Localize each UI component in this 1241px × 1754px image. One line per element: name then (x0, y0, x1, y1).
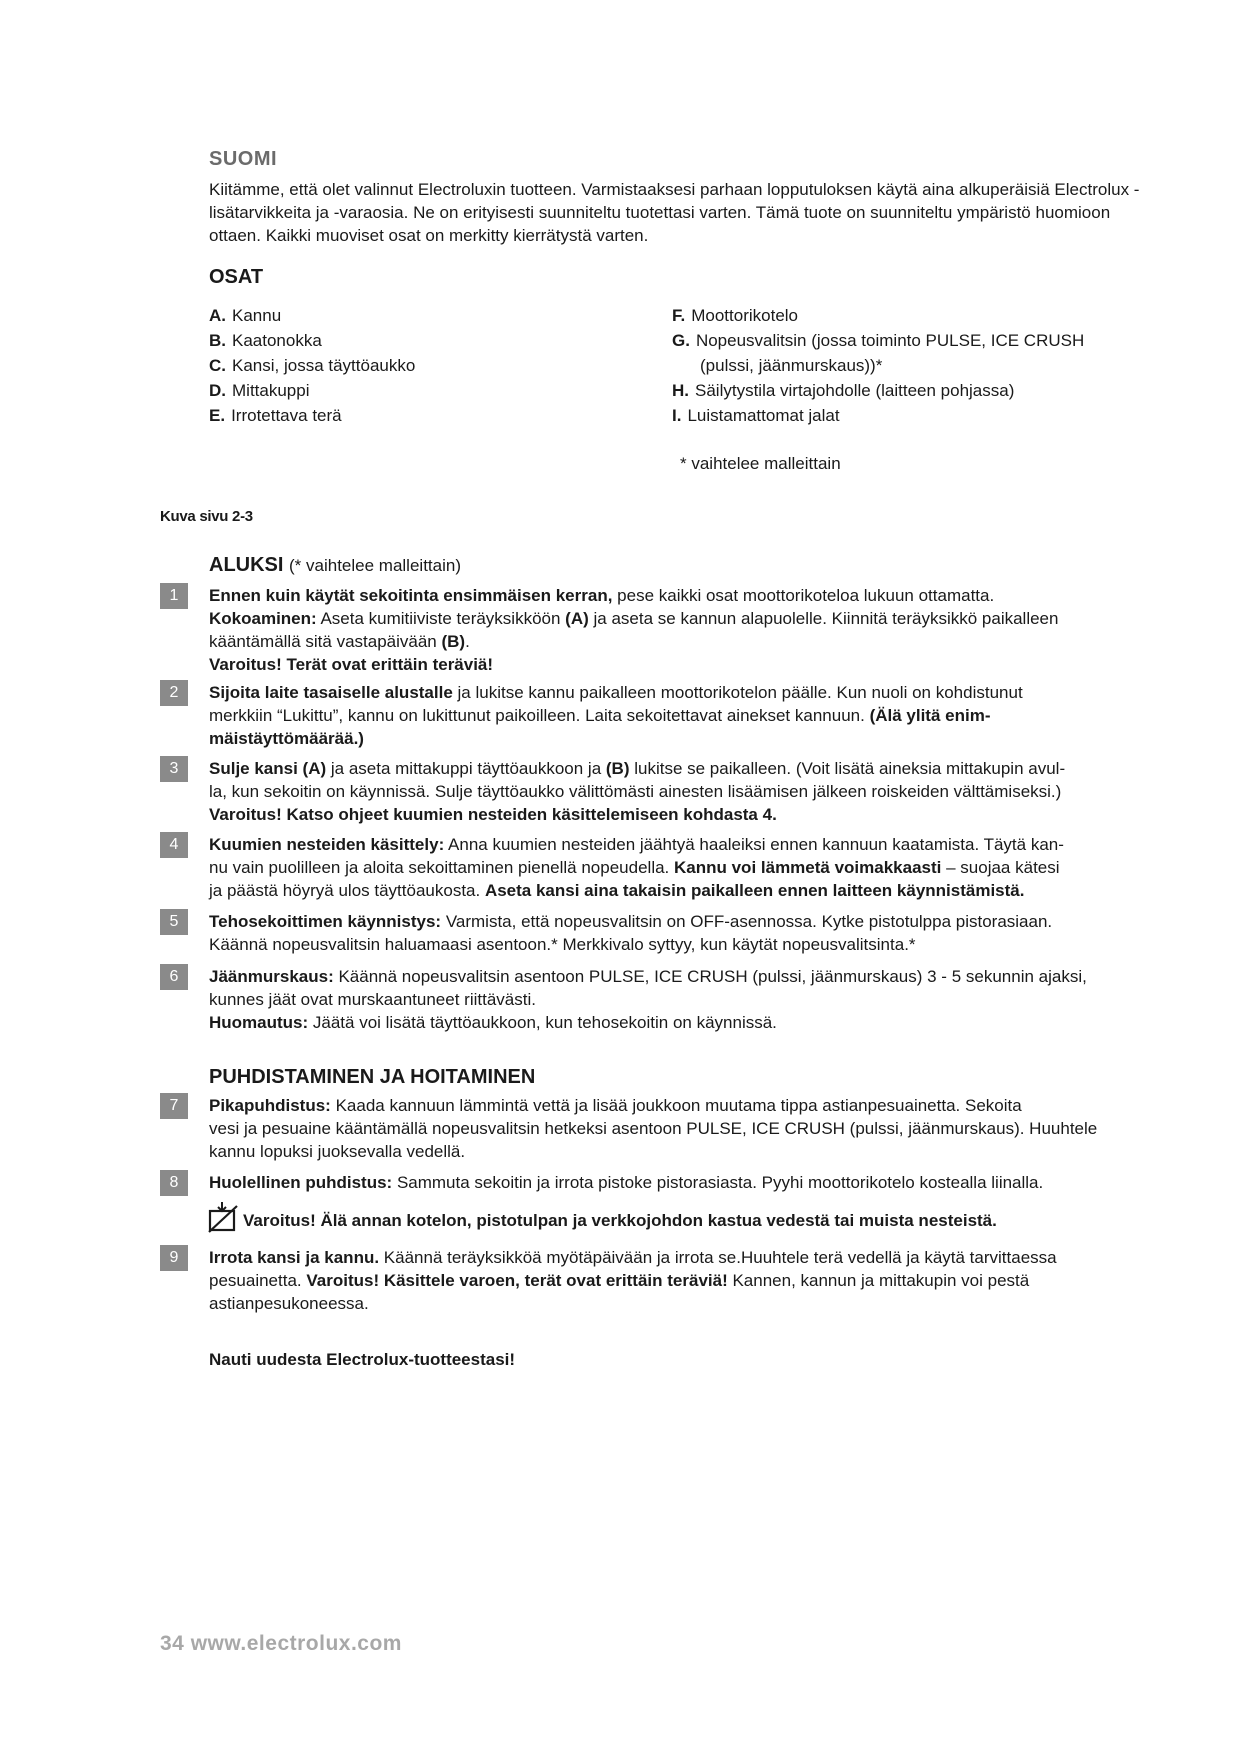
part-label: E. (209, 406, 226, 425)
varies-note: * vaihtelee malleittain (680, 454, 841, 473)
part-label: I. (672, 406, 682, 425)
step-span: Kaada kannuun lämmintä vettä ja lisää joukkoon muutama tippa astianpesuainetta. Sekoita (330, 1096, 1022, 1115)
step-bold: Pikapuhdistus: (209, 1096, 331, 1115)
cleaning-title: PUHDISTAMINEN JA HOITAMINEN (209, 1066, 536, 1088)
part-label: F. (672, 306, 686, 325)
part-item (672, 404, 1142, 429)
step-bold: Ennen kuin käytät sekoitinta ensimmäisen kerran, (209, 586, 613, 605)
step-span: Aseta kumitiiviste teräyksikköön (316, 609, 566, 628)
part-text: Irrotettava terä (231, 406, 342, 425)
step-number: 2 (160, 680, 188, 706)
part-item (209, 329, 649, 354)
step-bold: Kokoaminen: (209, 609, 317, 628)
step-span: kääntämällä sitä vastapäivään (209, 632, 442, 651)
step-span: astianpesukoneessa. (209, 1294, 369, 1313)
step-bold: (A) (297, 759, 327, 778)
step-number: 5 (160, 909, 188, 935)
step-bold: Kannu voi lämmetä voimakkaasti (674, 858, 942, 877)
parts-list-left (209, 304, 649, 429)
step-span: Sammuta sekoitin ja irrota pistoke pistorasiasta. Pyyhi moottorikotelo kostealla liinalla. (392, 1173, 1044, 1192)
step-bold: mäistäyttömäärää.) (209, 729, 364, 748)
page-footer: 34 www.electrolux.com (160, 1632, 402, 1655)
aluksi-heading: ALUKSI (209, 554, 284, 576)
step-bold: (Älä ylitä enim- (869, 706, 991, 725)
step-4-text (209, 833, 1129, 902)
step-span: Anna kuumien nesteiden jäähtyä haaleiksi ennen kannuun kaatamista. Täytä kan- (444, 835, 1064, 854)
step-span: merkkiin “Lukittu”, kannu on lukittunut paikoilleen. Laita sekoitettavat ainekset kannuun. (209, 706, 870, 725)
part-item (672, 379, 1142, 404)
step-span: pese kaikki osat moottorikoteloa lukuun ottamatta. (612, 586, 995, 605)
step-span: Kannen, kannun ja mittakupin voi pestä (727, 1271, 1030, 1290)
step-bold: Varoitus! Terät ovat erittäin teräviä! (209, 655, 494, 674)
part-item (209, 404, 649, 429)
closing-text: Nauti uudesta Electrolux-tuotteestasi! (209, 1350, 516, 1369)
no-water-immersion-icon (207, 1201, 239, 1233)
part-item (672, 304, 1142, 329)
part-text: Nopeusvalitsin (jossa toiminto PULSE, ICE CRUSH (695, 331, 1085, 350)
part-text: Kaatonokka (232, 331, 322, 350)
step-span: Käännä nopeusvalitsin haluamaasi asentoon.* Merkkivalo syttyy, kun käytät nopeusvalitsinta.* (209, 935, 916, 954)
step-span: Varmista, että nopeusvalitsin on OFF-asennossa. Kytke pistotulppa pistorasiaan. (441, 912, 1053, 931)
figure-reference: Kuva sivu 2-3 (160, 508, 253, 525)
part-text: Kannu (232, 306, 282, 325)
step-span: nu vain puolilleen ja aloita sekoittaminen pienellä nopeudella. (209, 858, 674, 877)
part-text: Moottorikotelo (691, 306, 799, 325)
step-bold: Varoitus! Käsittele varoen, terät ovat erittäin teräviä! (306, 1271, 728, 1290)
part-label: B. (209, 331, 226, 350)
step-8-warning (243, 1209, 997, 1232)
step-bold: (B) (441, 632, 466, 651)
step-3-text (209, 757, 1129, 826)
step-span: Käännä nopeusvalitsin asentoon PULSE, ICE CRUSH (pulssi, jäänmurskaus) 3 - 5 sekunnin ajaksi, (333, 967, 1087, 986)
part-item (209, 304, 649, 329)
step-bold: Sijoita laite tasaiselle alustalle (209, 683, 453, 702)
aluksi-note: (* vaihtelee malleittain) (289, 556, 461, 575)
step-bold: (A) (565, 609, 589, 628)
step-span: kunnes jäät ovat murskaantuneet riittävästi. (209, 990, 536, 1009)
step-5-text (209, 910, 1129, 956)
step-bold: Varoitus! Älä annan kotelon, pistotulpan ja verkkojohdon kastua vedestä tai muista nesteistä. (243, 1211, 997, 1230)
step-bold: Huomautus: (209, 1013, 309, 1032)
step-number: 3 (160, 756, 188, 782)
part-label: G. (672, 331, 690, 350)
closing-line (209, 1348, 515, 1371)
part-text: Luistamattomat jalat (687, 406, 840, 425)
step-span: ja aseta se kannun alapuolelle. Kiinnitä teräyksikkö paikalleen (588, 609, 1059, 628)
step-bold: Varoitus! Katso ohjeet kuumien nesteiden käsittelemiseen kohdasta 4. (209, 805, 777, 824)
step-number: 9 (160, 1245, 188, 1271)
step-8-text (209, 1171, 1129, 1194)
step-bold: Tehosekoittimen käynnistys: (209, 912, 442, 931)
step-number: 7 (160, 1093, 188, 1119)
part-label: C. (209, 356, 226, 375)
step-span: . (465, 632, 470, 651)
step-1-text (209, 584, 1129, 676)
step-span: vesi ja pesuaine kääntämällä nopeusvalitsin hetkeksi asentoon PULSE, ICE CRUSH (pulssi, jäänmurskaus). Huuhtele (209, 1119, 1098, 1138)
parts-title: OSAT (209, 266, 264, 288)
intro-paragraph: Kiitämme, että olet valinnut Electroluxin tuotteen. Varmistaaksesi parhaan lopputuloksen käytä aina alkuperäisiä Electrolux -lisätarvikkeita ja -varaosia. Ne on erityisesti suunniteltu tuotettasi varten. Tämä tuote on suunniteltu ympäristö huomioon ottaen. Kaikki muoviset osat on merkitty kierrätystä varten. (209, 180, 1140, 245)
part-text: Mittakuppi (232, 381, 310, 400)
step-bold: Jäänmurskaus: (209, 967, 334, 986)
step-bold: (B) (605, 759, 630, 778)
step-bold: Kuumien nesteiden käsittely: (209, 835, 445, 854)
language-title: SUOMI (209, 148, 278, 170)
part-item (672, 329, 1142, 354)
step-number: 1 (160, 583, 188, 609)
step-span: Jäätä voi lisätä täyttöaukkoon, kun tehosekoitin on käynnissä. (308, 1013, 777, 1032)
step-6-text (209, 965, 1129, 1034)
step-span: pesuainetta. (209, 1271, 307, 1290)
step-2-text (209, 681, 1129, 750)
part-item (209, 379, 649, 404)
step-bold: Aseta kansi aina takaisin paikalleen ennen laitteen käynnistämistä. (484, 881, 1025, 900)
part-label: D. (209, 381, 226, 400)
part-label: A. (209, 306, 226, 325)
step-span: la, kun sekoitin on käynnissä. Sulje täyttöaukko välittömästi ainesten lisäämisen jälkeen roiskeiden välttämiseksi.) (209, 782, 1062, 801)
parts-list-right (672, 304, 1142, 429)
step-span: ja päästä höyryä ulos täyttöaukosta. (209, 881, 485, 900)
step-span: ja aseta mittakuppi täyttöaukkoon ja (326, 759, 606, 778)
step-span: kannu lopuksi juoksevalla vedellä. (209, 1142, 466, 1161)
part-item (209, 354, 649, 379)
step-number: 4 (160, 832, 188, 858)
step-span: Käännä teräyksikköä myötäpäivään ja irrota se.Huuhtele terä vedellä ja käytä tarvittaessa (379, 1248, 1057, 1267)
step-9-text (209, 1246, 1129, 1315)
part-label: H. (672, 381, 689, 400)
step-bold: Sulje kansi (209, 759, 298, 778)
part-text: Kansi, jossa täyttöaukko (232, 356, 416, 375)
step-7-text (209, 1094, 1129, 1163)
step-span: lukitse se paikalleen. (Voit lisätä aineksia mittakupin avul- (629, 759, 1066, 778)
step-span: – suojaa kätesi (941, 858, 1060, 877)
step-span: ja lukitse kannu paikalleen moottorikotelon päälle. Kun nuoli on kohdistunut (452, 683, 1023, 702)
step-bold: Huolellinen puhdistus: (209, 1173, 393, 1192)
part-text-continued: (pulssi, jäänmurskaus))* (700, 356, 883, 375)
step-number: 6 (160, 964, 188, 990)
step-number: 8 (160, 1170, 188, 1196)
part-text: Säilytystila virtajohdolle (laitteen pohjassa) (695, 381, 1015, 400)
step-bold: Irrota kansi ja kannu. (209, 1248, 380, 1267)
aluksi-title (209, 554, 461, 577)
